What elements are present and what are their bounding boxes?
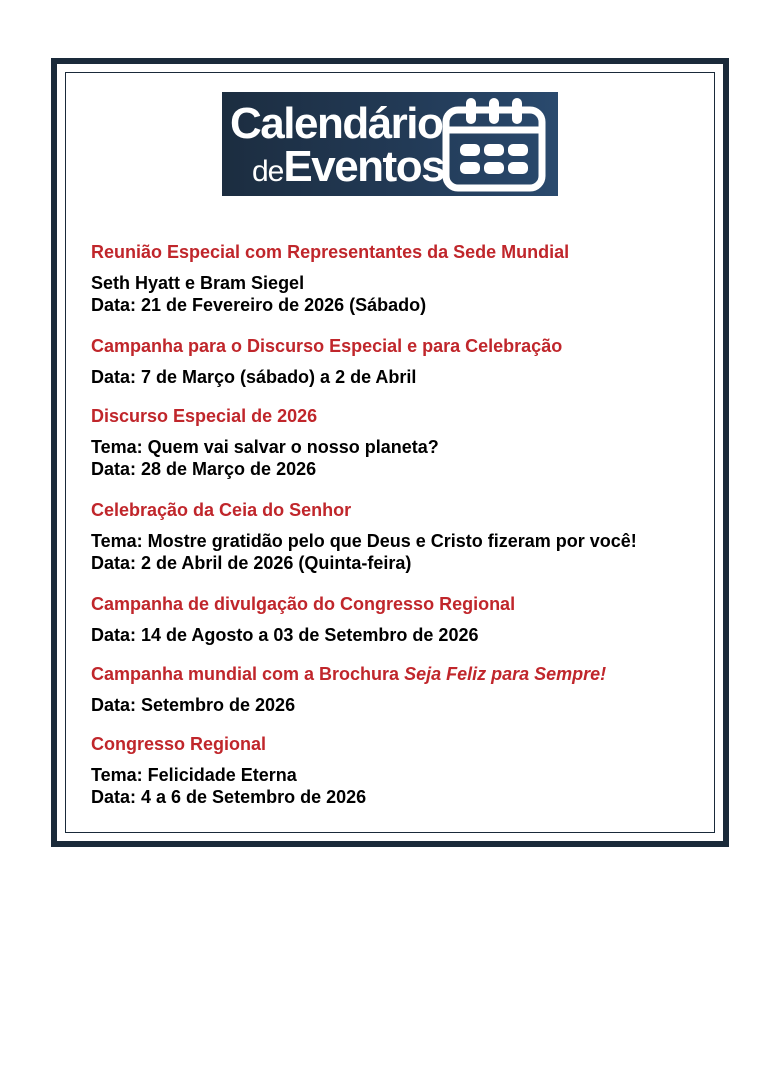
event-title: Celebração da Ceia do Senhor: [91, 500, 352, 520]
event-item-campanha-brochura: [91, 662, 671, 732]
event-item-reuniao-especial: [91, 240, 671, 334]
event-date: Data: 4 a 6 de Setembro de 2026: [91, 787, 367, 807]
event-date: Data: 28 de Março de 2026: [91, 459, 317, 479]
calendar-icon: [440, 96, 548, 192]
event-date: Data: 21 de Fevereiro de 2026 (Sábado): [91, 295, 427, 315]
event-body: [91, 694, 671, 716]
event-theme: Tema: Mostre gratidão pelo que Deus e Cristo fizeram por você!: [91, 531, 637, 551]
event-title-brochure-name: Seja Feliz para Sempre!: [404, 664, 607, 684]
event-theme: Tema: Felicidade Eterna: [91, 765, 297, 785]
banner-title-eventos: Eventos: [283, 142, 445, 191]
event-item-discurso-especial: [91, 404, 671, 498]
event-list: [91, 240, 671, 826]
banner-title-de: de: [252, 155, 284, 188]
event-title: [91, 662, 671, 686]
event-date: Data: 14 de Agosto a 03 de Setembro de 2026: [91, 625, 479, 645]
event-date: Data: Setembro de 2026: [91, 695, 296, 715]
event-body: [91, 764, 671, 808]
event-body: [91, 366, 671, 388]
event-line: Seth Hyatt e Bram Siegel: [91, 273, 305, 293]
event-item-celebracao-ceia: [91, 498, 671, 592]
event-title: Congresso Regional: [91, 734, 267, 754]
event-body: [91, 624, 671, 646]
event-title: Campanha para o Discurso Especial e para Celebração: [91, 336, 563, 356]
event-body: [91, 530, 671, 574]
event-title: Campanha de divulgação do Congresso Regional: [91, 594, 516, 614]
event-theme: Tema: Quem vai salvar o nosso planeta?: [91, 437, 439, 457]
event-title: Reunião Especial com Representantes da Sede Mundial: [91, 242, 570, 262]
event-item-campanha-discurso: [91, 334, 671, 404]
event-item-campanha-congresso: [91, 592, 671, 662]
event-date: Data: 7 de Março (sábado) a 2 de Abril: [91, 367, 417, 387]
event-date: Data: 2 de Abril de 2026 (Quinta-feira): [91, 553, 412, 573]
calendar-banner: [222, 92, 558, 196]
event-body: [91, 272, 671, 316]
banner-title-line2: [252, 142, 444, 196]
event-title: Discurso Especial de 2026: [91, 406, 318, 426]
event-item-congresso-regional: [91, 732, 671, 826]
event-title-text: Campanha mundial com a Brochura: [91, 664, 405, 684]
banner-title-line1: Calendário: [230, 99, 443, 148]
event-body: [91, 436, 671, 480]
